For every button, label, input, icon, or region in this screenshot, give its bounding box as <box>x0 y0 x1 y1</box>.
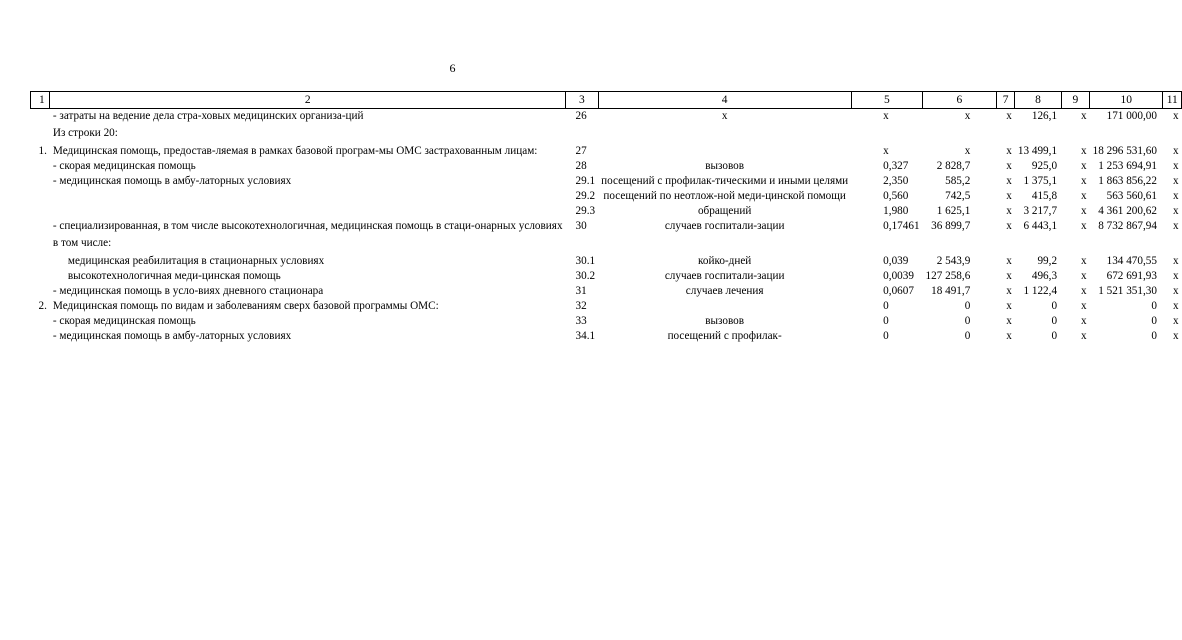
table-row <box>31 109 1182 125</box>
row-name: - медицинская помощь в усло-виях дневного стационара <box>52 285 324 297</box>
row-name: - медицинская помощь в амбу-латорных условиях <box>52 330 292 342</box>
col9-value: х <box>1081 110 1087 122</box>
column-header: 5 <box>851 92 922 109</box>
row-number <box>31 329 50 344</box>
line-code: 31 <box>575 285 587 297</box>
page-number: 6 <box>449 61 456 75</box>
unit-of-measure: койко-дней <box>698 255 752 267</box>
cost-value: 0 <box>964 315 971 327</box>
cost-value: 127 258,6 <box>925 270 971 282</box>
col8-value: 1 375,1 <box>1023 175 1058 187</box>
table-row <box>31 204 1182 219</box>
table-row <box>31 314 1182 329</box>
col10-value: 18 296 531,60 <box>1092 145 1157 157</box>
col10-value <box>1090 234 1163 254</box>
row-number <box>31 174 50 189</box>
table-row <box>31 219 1182 234</box>
line-code: 27 <box>575 145 587 157</box>
volume-value: х <box>883 110 889 122</box>
col7-value: х <box>1006 270 1012 282</box>
volume-value: 0 <box>883 315 889 327</box>
volume-value: 0,17461 <box>883 220 920 232</box>
col9-value: х <box>1081 175 1087 187</box>
col7-value: х <box>1006 285 1012 297</box>
col9-value: х <box>1081 300 1087 312</box>
col9-value <box>1061 234 1090 254</box>
col11-value: х <box>1172 110 1179 122</box>
col7-value <box>996 234 1015 254</box>
col11-value: х <box>1172 270 1179 282</box>
col11-value <box>1163 234 1182 254</box>
col8-value <box>1015 124 1061 144</box>
unit-of-measure <box>598 124 851 144</box>
table-row <box>31 144 1182 159</box>
unit-of-measure: случаев госпитали-зации <box>664 220 785 232</box>
col8-value: 0 <box>1051 300 1058 312</box>
unit-of-measure: обращений <box>697 205 752 217</box>
col7-value: х <box>1006 205 1012 217</box>
col7-value: х <box>1006 220 1012 232</box>
row-number <box>31 219 50 234</box>
row-number <box>31 254 50 269</box>
col7-value: х <box>1006 300 1012 312</box>
cost-value: 585,2 <box>945 175 971 187</box>
col8-value: 0 <box>1051 330 1058 342</box>
col10-value: 1 521 351,30 <box>1098 285 1157 297</box>
table-row <box>31 234 1182 254</box>
column-header: 3 <box>566 92 599 109</box>
col7-value <box>996 124 1015 144</box>
col11-value: х <box>1172 205 1179 217</box>
column-header: 4 <box>598 92 851 109</box>
unit-of-measure <box>598 299 851 314</box>
col11-value <box>1163 124 1182 144</box>
col8-value: 1 122,4 <box>1023 285 1058 297</box>
col10-value: 563 560,61 <box>1106 190 1157 202</box>
cost-value: 0 <box>964 330 971 342</box>
col7-value: х <box>1006 255 1012 267</box>
col9-value: х <box>1081 285 1087 297</box>
col10-value: 672 691,93 <box>1106 270 1157 282</box>
unit-of-measure: посещений по неотлож-ной меди-цинской помощи <box>603 190 846 202</box>
medical-care-table <box>30 91 1182 344</box>
line-code: 29.3 <box>575 205 596 217</box>
col8-value: 6 443,1 <box>1023 220 1058 232</box>
col7-value: х <box>1006 175 1012 187</box>
col11-value: х <box>1172 300 1179 312</box>
row-name: - скорая медицинская помощь <box>52 315 196 327</box>
col9-value: х <box>1081 270 1087 282</box>
row-number <box>31 314 50 329</box>
cost-value: х <box>964 145 971 157</box>
table-row <box>31 329 1182 344</box>
row-name: - скорая медицинская помощь <box>52 160 196 172</box>
line-code: 30.1 <box>575 255 596 267</box>
volume-value: 0,327 <box>883 160 909 172</box>
table-row <box>31 254 1182 269</box>
table-header-row <box>31 92 1182 109</box>
col8-value: 3 217,7 <box>1023 205 1058 217</box>
line-code: 28 <box>575 160 587 172</box>
row-number: 1. <box>38 145 47 157</box>
column-header: 2 <box>50 92 566 109</box>
row-number <box>31 269 50 284</box>
row-name: Медицинская помощь по видам и заболеваниям сверх базовой программы ОМС: <box>52 300 439 312</box>
cost-value: 36 899,7 <box>931 220 971 232</box>
line-code: 34.1 <box>575 330 596 342</box>
col10-value: 134 470,55 <box>1106 255 1157 267</box>
row-number <box>31 189 50 204</box>
column-header: 8 <box>1015 92 1061 109</box>
col11-value: х <box>1172 160 1179 172</box>
cost-value: 2 543,9 <box>936 255 971 267</box>
line-code <box>566 234 599 254</box>
unit-of-measure: вызовов <box>705 160 745 172</box>
row-number <box>31 124 50 144</box>
col11-value: х <box>1172 315 1179 327</box>
table-row <box>31 269 1182 284</box>
unit-of-measure <box>598 234 851 254</box>
row-name: медицинская реабилитация в стационарных условиях <box>67 255 325 267</box>
volume-value: 0,0607 <box>883 285 914 297</box>
cost-value: 2 828,7 <box>936 160 971 172</box>
row-number: 2. <box>38 300 47 312</box>
row-name <box>50 189 566 204</box>
row-number <box>31 109 50 125</box>
col9-value: х <box>1081 220 1087 232</box>
row-number <box>31 204 50 219</box>
col8-value: 13 499,1 <box>1017 145 1058 157</box>
volume-value: 0 <box>883 300 889 312</box>
unit-of-measure: вызовов <box>705 315 745 327</box>
col11-value: х <box>1172 220 1179 232</box>
col10-value: 0 <box>1151 315 1157 327</box>
column-header: 1 <box>31 92 50 109</box>
col11-value: х <box>1172 145 1179 157</box>
col11-value: х <box>1172 330 1179 342</box>
col9-value: х <box>1081 330 1087 342</box>
column-header: 10 <box>1090 92 1163 109</box>
cost-value: х <box>964 110 971 122</box>
cost-value: 1 625,1 <box>936 205 971 217</box>
cost-value: 18 491,7 <box>931 285 971 297</box>
col7-value: х <box>1006 160 1012 172</box>
col11-value: х <box>1172 190 1179 202</box>
col10-value: 171 000,00 <box>1106 110 1157 122</box>
table-row <box>31 124 1182 144</box>
line-code: 32 <box>575 300 587 312</box>
table-row <box>31 284 1182 299</box>
cost-value <box>923 234 997 254</box>
volume-value: 0,560 <box>883 190 909 202</box>
col11-value: х <box>1172 285 1179 297</box>
cost-value: 742,5 <box>945 190 971 202</box>
column-header: 7 <box>996 92 1015 109</box>
col9-value: х <box>1081 255 1087 267</box>
line-code: 30.2 <box>575 270 596 282</box>
volume-value: 0,039 <box>883 255 909 267</box>
row-name: в том числе: <box>52 237 112 249</box>
table-row <box>31 174 1182 189</box>
volume-value: 2,350 <box>883 175 909 187</box>
col8-value: 925,0 <box>1031 160 1058 172</box>
col10-value: 0 <box>1151 330 1157 342</box>
cost-value <box>923 124 997 144</box>
table-row <box>31 299 1182 314</box>
col10-value <box>1090 124 1163 144</box>
volume-value <box>851 124 922 144</box>
row-name: - затраты на ведение дела стра-ховых медицинских организа-ций <box>52 110 364 122</box>
line-code: 30 <box>575 220 587 232</box>
col11-value: х <box>1172 175 1179 187</box>
unit-of-measure: посещений с профилак-тическими и иными целями <box>601 175 849 187</box>
unit-of-measure: посещений с профилак- <box>667 330 782 342</box>
line-code: 26 <box>575 110 587 122</box>
volume-value: 0 <box>883 330 889 342</box>
col9-value: х <box>1081 160 1087 172</box>
col8-value <box>1015 234 1061 254</box>
line-code: 33 <box>575 315 587 327</box>
col8-value: 99,2 <box>1037 255 1058 267</box>
line-code <box>566 124 599 144</box>
col10-value: 4 361 200,62 <box>1098 205 1157 217</box>
unit-of-measure: случаев лечения <box>685 285 764 297</box>
column-header: 6 <box>923 92 997 109</box>
col10-value: 8 732 867,94 <box>1098 220 1157 232</box>
row-name: - медицинская помощь в амбу-латорных условиях <box>52 175 292 187</box>
col7-value: х <box>1006 315 1012 327</box>
table-row <box>31 159 1182 174</box>
col9-value: х <box>1081 315 1087 327</box>
cost-value: 0 <box>964 300 971 312</box>
volume-value: 0,0039 <box>883 270 914 282</box>
col9-value: х <box>1081 205 1087 217</box>
row-name: высокотехнологичная меди-цинская помощь <box>67 270 281 282</box>
row-name: Из строки 20: <box>52 127 118 139</box>
line-code: 29.2 <box>575 190 596 202</box>
col8-value: 126,1 <box>1031 110 1058 122</box>
row-name: - специализированная, в том числе высокотехнологичная, медицинская помощь в стаци-онарных условиях <box>52 220 563 232</box>
row-number <box>31 284 50 299</box>
col10-value: 0 <box>1151 300 1157 312</box>
row-name <box>50 204 566 219</box>
row-number <box>31 234 50 254</box>
volume-value: 1,980 <box>883 205 909 217</box>
col9-value <box>1061 124 1090 144</box>
col8-value: 0 <box>1051 315 1058 327</box>
col11-value: х <box>1172 255 1179 267</box>
row-name: Медицинская помощь, предостав-ляемая в рамках базовой програм-мы ОМС застрахованным лицам: <box>52 145 538 157</box>
line-code: 29.1 <box>575 175 596 187</box>
col7-value: х <box>1006 330 1012 342</box>
col7-value: х <box>1006 110 1012 122</box>
column-header: 11 <box>1163 92 1182 109</box>
col10-value: 1 863 856,22 <box>1098 175 1157 187</box>
volume-value: х <box>883 145 889 157</box>
row-number <box>31 159 50 174</box>
unit-of-measure: случаев госпитали-зации <box>664 270 785 282</box>
col9-value: х <box>1081 190 1087 202</box>
table-row <box>31 189 1182 204</box>
col7-value: х <box>1006 190 1012 202</box>
col10-value: 1 253 694,91 <box>1098 160 1157 172</box>
unit-of-measure: х <box>721 110 728 122</box>
col8-value: 415,8 <box>1031 190 1058 202</box>
unit-of-measure <box>598 144 851 159</box>
volume-value <box>851 234 922 254</box>
col7-value: х <box>1006 145 1012 157</box>
col9-value: х <box>1081 145 1087 157</box>
column-header: 9 <box>1061 92 1090 109</box>
col8-value: 496,3 <box>1031 270 1058 282</box>
